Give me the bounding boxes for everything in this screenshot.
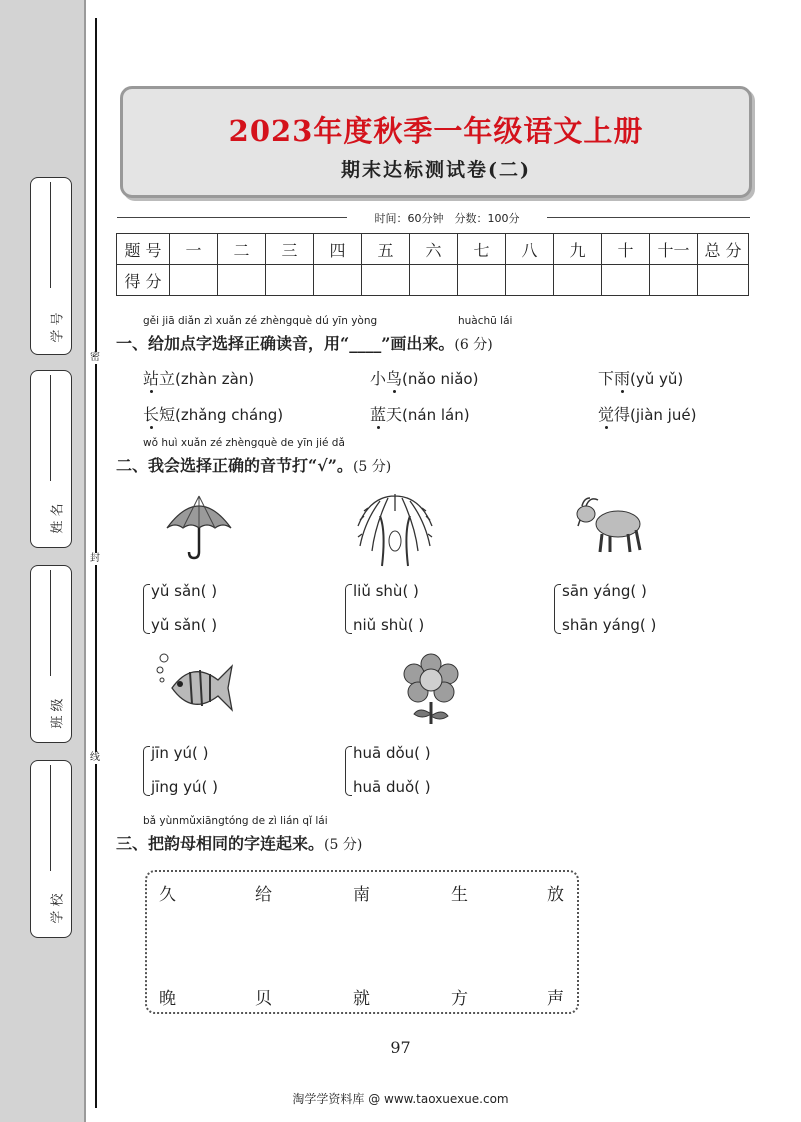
binding-mark-xian: 线: [90, 752, 100, 763]
table-cell: 八: [506, 234, 554, 265]
choice-option[interactable]: liǔ shù( ): [353, 582, 419, 600]
student-number-label: 学 号: [50, 312, 66, 343]
page-title: 2023年度秋季一年级语文上册: [228, 114, 644, 148]
choice-option[interactable]: huā duǒ( ): [353, 778, 431, 796]
score-header-row: [117, 234, 749, 265]
brace: [345, 584, 352, 634]
score-cell[interactable]: [698, 265, 749, 296]
fish-picture: [152, 650, 236, 720]
choice-option[interactable]: yǔ sǎn( ): [151, 616, 218, 634]
page-subtitle: 期末达标测试卷(二): [341, 159, 531, 181]
table-cell: 十: [602, 234, 650, 265]
q1-item: 觉得(jiàn jué): [598, 405, 697, 424]
match-char-top[interactable]: 南: [353, 885, 370, 905]
school-label: 学 校: [50, 893, 66, 924]
time-info-row: [117, 210, 750, 224]
q1-item: 下雨(yǔ yǔ): [598, 369, 684, 388]
table-cell: 三: [266, 234, 314, 265]
name-field[interactable]: [30, 370, 72, 548]
school-field[interactable]: [30, 760, 72, 938]
choice-option[interactable]: jīn yú( ): [151, 744, 209, 762]
match-char-bottom[interactable]: 贝: [255, 989, 272, 1009]
table-cell: 总 分: [698, 234, 749, 265]
q1-title: 一、给加点字选择正确读音，用“____”画出来。(6 分): [116, 334, 493, 353]
score-cell[interactable]: [506, 265, 554, 296]
flower-picture: [400, 652, 462, 726]
class-label: 班 级: [50, 698, 66, 729]
q1-pinyin-2: huàchū lái: [458, 315, 513, 327]
willow-tree-picture: [350, 486, 440, 568]
score-cell[interactable]: [362, 265, 410, 296]
score-cell[interactable]: [650, 265, 698, 296]
table-cell: 一: [170, 234, 218, 265]
q3-title: 三、把韵母相同的字连起来。(5 分): [116, 834, 363, 853]
table-cell: 七: [458, 234, 506, 265]
match-char-top[interactable]: 放: [547, 885, 564, 905]
title-box: [120, 86, 752, 198]
table-cell: 二: [218, 234, 266, 265]
page-number: 97: [390, 1038, 411, 1057]
table-cell: 五: [362, 234, 410, 265]
score-cell[interactable]: [314, 265, 362, 296]
brace: [554, 584, 561, 634]
table-cell: 九: [554, 234, 602, 265]
score-cell[interactable]: [410, 265, 458, 296]
table-cell: 题 号: [117, 234, 170, 265]
student-number-field[interactable]: [30, 177, 72, 355]
brace: [143, 746, 150, 796]
score-cell[interactable]: [266, 265, 314, 296]
q1-pinyin: gěi jiā diǎn zì xuǎn zé zhèngquè dú yīn yòng: [143, 315, 378, 327]
brace: [143, 584, 150, 634]
score-cell[interactable]: [458, 265, 506, 296]
choice-option[interactable]: sān yáng( ): [562, 582, 647, 600]
q2-pinyin: wǒ huì xuǎn zé zhèngquè de yīn jié dǎ: [143, 437, 345, 449]
match-char-bottom[interactable]: 就: [353, 989, 370, 1009]
q2-title: 二、我会选择正确的音节打“√”。(5 分): [116, 456, 392, 475]
match-char-bottom[interactable]: 方: [451, 989, 468, 1009]
matching-box: [145, 870, 579, 1014]
q1-item: 长短(zhǎng cháng): [143, 405, 284, 424]
score-cell[interactable]: [218, 265, 266, 296]
time-info: 时间：60分钟 分数：100分: [374, 212, 520, 225]
q1-item: 小鸟(nǎo niǎo): [370, 369, 479, 388]
goat-picture: [572, 494, 648, 556]
choice-option[interactable]: shān yáng( ): [562, 616, 657, 634]
name-label: 姓 名: [50, 503, 66, 534]
choice-option[interactable]: yǔ sǎn( ): [151, 582, 218, 600]
score-cell[interactable]: [602, 265, 650, 296]
umbrella-picture: [165, 490, 233, 562]
q1-item: 站立(zhàn zàn): [143, 369, 255, 388]
q3-pinyin: bǎ yùnmǔxiāngtóng de zì lián qǐ lái: [143, 815, 328, 827]
footer-watermark: 淘学学资料库 @ www.taoxuexue.com: [292, 1092, 509, 1106]
match-char-bottom[interactable]: 声: [547, 989, 564, 1009]
match-char-top[interactable]: 给: [255, 885, 272, 905]
sidebar-edge: [84, 0, 86, 1122]
score-value-row: [117, 265, 749, 296]
brace: [345, 746, 352, 796]
binding-mark-feng: 封: [90, 553, 100, 564]
choice-option[interactable]: niǔ shù( ): [353, 616, 425, 634]
match-char-top[interactable]: 生: [451, 885, 468, 905]
choice-option[interactable]: huā dǒu( ): [353, 744, 431, 762]
match-char-top[interactable]: 久: [159, 885, 176, 905]
binding-mark-mi: 密: [90, 352, 100, 363]
table-cell: 十一: [650, 234, 698, 265]
class-field[interactable]: [30, 565, 72, 743]
score-table: [116, 233, 749, 296]
table-cell: 六: [410, 234, 458, 265]
choice-option[interactable]: jīng yú( ): [151, 778, 218, 796]
table-cell: 四: [314, 234, 362, 265]
score-cell[interactable]: [554, 265, 602, 296]
table-cell: 得 分: [117, 265, 170, 296]
q1-item: 蓝天(nán lán): [370, 405, 470, 424]
binding-sidebar: [0, 0, 86, 1122]
score-cell[interactable]: [170, 265, 218, 296]
match-char-bottom[interactable]: 晚: [159, 989, 176, 1009]
